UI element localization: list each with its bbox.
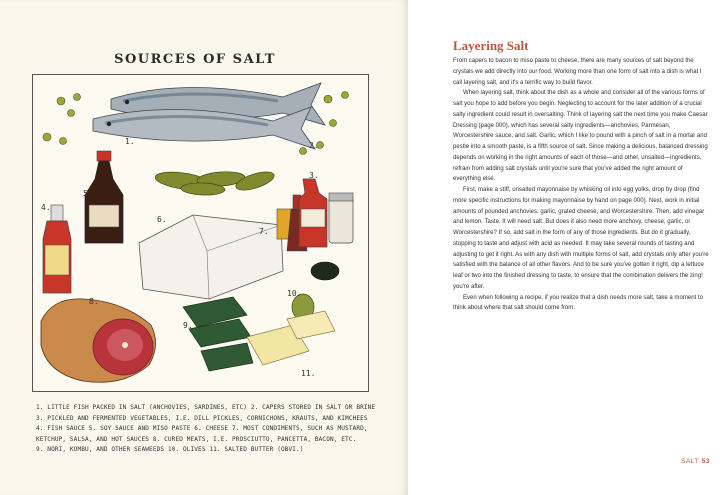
caption-line: 1. LITTLE FISH PACKED IN SALT (ANCHOVIES, SARDINES, ETC) 2. CAPERS STORED IN SALT OR BRINE	[36, 404, 376, 411]
label-number-11: 11.	[301, 369, 316, 378]
label-number-8: 8.	[89, 297, 99, 306]
caption-line: KETCHUP, SALSA, AND HOT SAUCES 8. CURED MEATS, I.E. PROSCIUTTO, PANCETTA, BACON, ETC.	[36, 435, 357, 443]
label-number-5: 5.	[83, 189, 93, 198]
paragraph: Even when following a recipe, if you realize that a dish needs more salt, take a moment to think about where that salt should come from.	[453, 294, 703, 312]
label-number-1: 1.	[125, 137, 135, 146]
paragraph: When layering salt, think about the dish as a whole and consider all of the various forms of salt you hope to add before you begin. Neglecting to account for the later addition of a crucial salty ingredient could result in oversalting. Think of layering salt the next time you make Caesar Dressing (page 000), which has several salty ingredients—anchovies, Parmesan, Worcestershire sauce, and salt. Garlic, which I like to pound with a pinch of salt in a mortar and pestle into a smooth paste, is a fifth source of salt. Since making a delicious, balanced dressing depends on working in the right amounts of each of those—and other, unsalted—ingredients, refrain from adding salt crystals until you're sure that you've added the right amount of everything else.	[453, 90, 708, 183]
right-page	[408, 0, 720, 495]
caption-line: 4. FISH SAUCE 5. SOY SAUCE AND MISO PASTE 6. CHEESE 7. MOST CONDIMENTS, SUCH AS MUSTARD,	[36, 425, 368, 433]
label-number-9: 9.	[183, 321, 193, 330]
paragraph: From capers to bacon to miso paste to cheese, there are many sources of salt beyond the crystals we add directly into our food. Working more than one form of salt into a dish is what I call layering salt, and it's a terrific way to build flavor.	[453, 58, 702, 86]
salted-butter	[247, 311, 335, 365]
illustration-title: SOURCES OF SALT	[114, 52, 276, 67]
sources-of-salt-illustration	[33, 75, 368, 391]
paragraph: First, make a stiff, unsalted mayonnaise by whisking oil into egg yolks, drop by drop (find more specific instructions for making mayonnaise by hand on page 000). Next, work in initial amounts of pounded anchovies, garlic, grated cheese, and Worcestershire. Then, add vinegar and lemon. Taste. It will need salt. But does it also need more anchovy, cheese, garlic, or Worcestershire? If so, add salt in the form of any of those ingredients. But do it gradually, stopping to taste and adjust with acid as needed. It may take several rounds of tasting and adjusting to get it right. As with any dish with multiple forms of salt, add crystals only after you're satisfied with the balance of all other flavors. And to be sure you've gotten it right, dip a lettuce leaf or two into the finished dressing to taste, to ensure that the combination delivers the zing! you're after.	[453, 187, 709, 290]
illustration-caption	[36, 403, 376, 456]
fish-sauce-bottle	[43, 205, 71, 293]
illustration-frame	[32, 74, 369, 392]
page-number: 53	[701, 458, 710, 465]
section-heading: Layering Salt	[453, 38, 529, 53]
body-text	[453, 56, 711, 314]
folio-section: SALT	[680, 458, 699, 465]
label-number-4: 4.	[41, 203, 51, 212]
caption-line: 9. NORI, KOMBU, AND OTHER SEAWEEDS 10. OLIVES 11. SALTED BUTTER (OBVI.)	[36, 446, 304, 454]
page-folio	[681, 458, 710, 465]
pickles	[154, 168, 276, 196]
caption-line: 3. PICKLED AND FERMENTED VEGETABLES, I.E. DILL PICKLES, CORNICHONS, KRAUTS, AND KIMCHEES	[36, 414, 368, 422]
label-number-3: 3.	[309, 171, 319, 180]
label-number-2: 2.	[309, 141, 319, 150]
label-number-10: 10.	[287, 289, 302, 298]
seaweed	[183, 297, 253, 371]
label-number-6: 6.	[157, 215, 167, 224]
cured-ham	[41, 299, 156, 382]
label-number-7: 7.	[259, 227, 269, 236]
condiment-bottles	[277, 179, 353, 251]
